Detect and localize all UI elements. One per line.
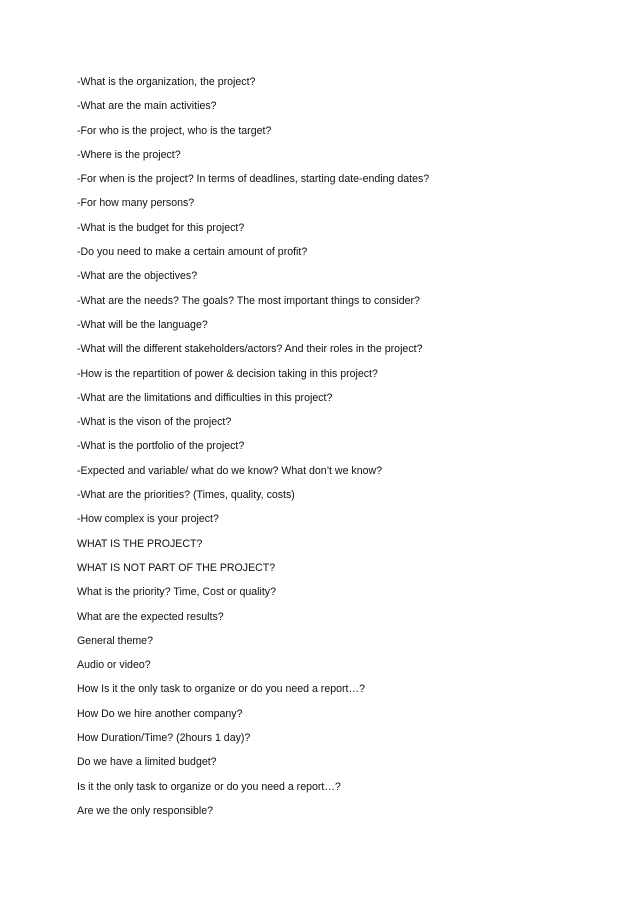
question-line: -What is the portfolio of the project? bbox=[77, 440, 245, 453]
question-line: -For how many persons? bbox=[77, 197, 195, 210]
question-line: -What will be the language? bbox=[77, 318, 208, 331]
question-line: How Is it the only task to organize or do you need a report…? bbox=[77, 683, 365, 696]
question-line: -Do you need to make a certain amount of profit? bbox=[77, 246, 308, 259]
question-line: -What is the organization, the project? bbox=[77, 76, 256, 88]
question-list bbox=[77, 75, 617, 828]
question-line: What is the priority? Time, Cost or quality? bbox=[77, 586, 276, 599]
question-line: -Expected and variable/ what do we know? What don’t we know? bbox=[77, 464, 383, 477]
question-line: Do we have a limited budget? bbox=[77, 756, 217, 769]
question-line: -What will the different stakeholders/actors? And their roles in the project? bbox=[77, 343, 423, 356]
heading-line: WHAT IS NOT PART OF THE PROJECT? bbox=[77, 561, 276, 574]
heading-line: WHAT IS THE PROJECT? bbox=[77, 537, 203, 550]
question-line: What are the expected results? bbox=[77, 610, 224, 623]
question-line: -What are the objectives? bbox=[77, 270, 198, 283]
question-line: -What are the limitations and difficulties in this project? bbox=[77, 391, 333, 404]
question-line: How Duration/Time? (2hours 1 day)? bbox=[77, 732, 251, 745]
question-line: -What are the main activities? bbox=[77, 100, 217, 113]
question-line: -What is the vison of the project? bbox=[77, 416, 232, 429]
question-line: -What are the priorities? (Times, quality, costs) bbox=[77, 489, 295, 502]
question-line: -For who is the project, who is the target? bbox=[77, 124, 272, 137]
question-line: Is it the only task to organize or do you need a report…? bbox=[77, 780, 341, 793]
question-line: How Do we hire another company? bbox=[77, 707, 243, 720]
question-line: -Where is the project? bbox=[77, 148, 181, 161]
question-line: -What is the budget for this project? bbox=[77, 221, 245, 234]
question-line: -How is the repartition of power & decision taking in this project? bbox=[77, 367, 378, 380]
question-line: Are we the only responsible? bbox=[77, 804, 214, 817]
question-line: General theme? bbox=[77, 634, 153, 647]
question-line: Audio or video? bbox=[77, 659, 151, 672]
question-line: -For when is the project? In terms of deadlines, starting date-ending dates? bbox=[77, 173, 430, 186]
question-line: -How complex is your project? bbox=[77, 513, 219, 526]
question-line: -What are the needs? The goals? The most important things to consider? bbox=[77, 294, 420, 307]
